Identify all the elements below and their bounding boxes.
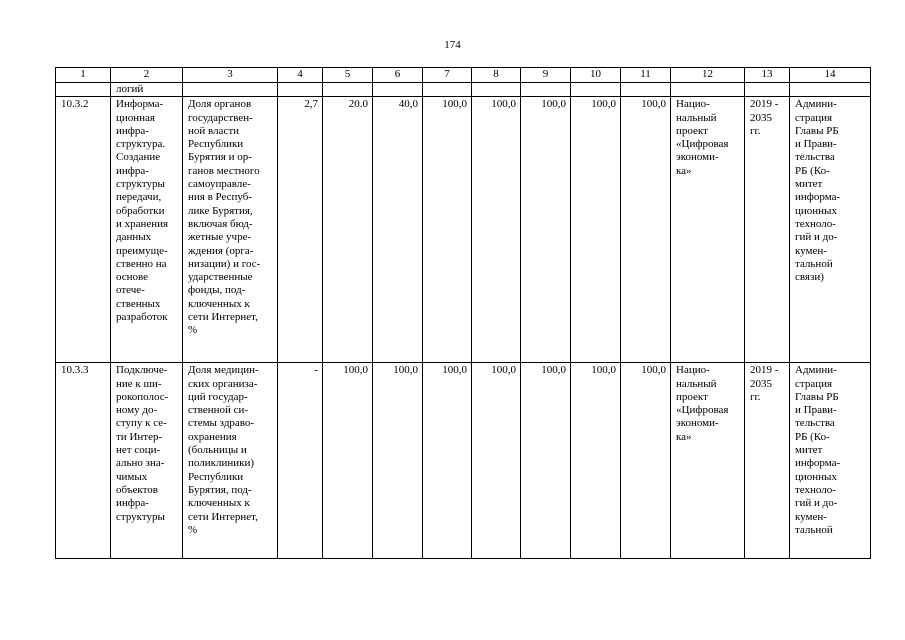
column-number: 9 bbox=[521, 68, 571, 83]
period-cell: 2019 - 2035 гг. bbox=[745, 363, 790, 559]
indicator-name: Доля медицин- ских организа- ций государ- ственной си- стемы здраво- охранения (больницы и поликлиники) Республики Бурятия, под- ключенных к сети Интернет, % bbox=[183, 363, 278, 559]
table-row bbox=[56, 97, 871, 363]
table-row bbox=[56, 363, 871, 559]
measure-name: Подключе- ние к ши- рокополос- ному до- ступу к се- ти Интер- нет соци- ально зна- чимых объектов инфра- структуры bbox=[111, 363, 183, 559]
table-cell bbox=[521, 83, 571, 97]
table-cell bbox=[323, 83, 373, 97]
indicators-table bbox=[55, 67, 871, 559]
value-cell: 100,0 bbox=[621, 363, 671, 559]
table-cell bbox=[745, 83, 790, 97]
table-cell bbox=[671, 83, 745, 97]
column-number: 8 bbox=[472, 68, 521, 83]
measure-name: Информа- ционная инфра- структура. Создание инфра- структуры передачи, обработки и хранения данных преимуще- ственно на основе отече- ственных разработок bbox=[111, 97, 183, 363]
period-cell: 2019 - 2035 гг. bbox=[745, 97, 790, 363]
indicator-name: Доля органов государствен- ной власти Республики Бурятия и ор- ганов местного самоуправле- ния в Респуб- лике Бурятия, включая бюд- жетные учре- ждения (орга- низации) и гос- ударственные фонды, под- ключенных к сети Интернет, % bbox=[183, 97, 278, 363]
value-cell: 100,0 bbox=[521, 97, 571, 363]
table-cell bbox=[472, 83, 521, 97]
value-cell: 20.0 bbox=[323, 97, 373, 363]
value-cell: 100,0 bbox=[472, 97, 521, 363]
table-cell bbox=[373, 83, 423, 97]
value-cell: 40,0 bbox=[373, 97, 423, 363]
table-cell bbox=[183, 83, 278, 97]
value-cell: 100,0 bbox=[472, 363, 521, 559]
column-number: 11 bbox=[621, 68, 671, 83]
column-number: 1 bbox=[56, 68, 111, 83]
table-cell bbox=[571, 83, 621, 97]
project-cell: Нацио- нальный проект «Цифровая экономи- ка» bbox=[671, 363, 745, 559]
table-cell bbox=[423, 83, 472, 97]
value-cell: 100,0 bbox=[571, 363, 621, 559]
value-cell: - bbox=[278, 363, 323, 559]
table-cell bbox=[790, 83, 871, 97]
column-number: 12 bbox=[671, 68, 745, 83]
row-code: 10.3.2 bbox=[56, 97, 111, 363]
column-number: 10 bbox=[571, 68, 621, 83]
column-number: 13 bbox=[745, 68, 790, 83]
executor-cell: Админи- страция Главы РБ и Прави- тельства РБ (Ко- митет информа- ционных техноло- гий и до- кумен- тальной связи) bbox=[790, 97, 871, 363]
table-cell bbox=[621, 83, 671, 97]
continuation-row bbox=[56, 83, 871, 97]
table-cell bbox=[278, 83, 323, 97]
continued-text-cell: логий bbox=[111, 83, 183, 97]
value-cell: 2,7 bbox=[278, 97, 323, 363]
column-number: 3 bbox=[183, 68, 278, 83]
value-cell: 100,0 bbox=[323, 363, 373, 559]
column-number: 5 bbox=[323, 68, 373, 83]
column-number: 2 bbox=[111, 68, 183, 83]
row-code: 10.3.3 bbox=[56, 363, 111, 559]
value-cell: 100,0 bbox=[423, 97, 472, 363]
column-number-row bbox=[56, 68, 871, 83]
column-number: 7 bbox=[423, 68, 472, 83]
value-cell: 100,0 bbox=[621, 97, 671, 363]
column-number: 4 bbox=[278, 68, 323, 83]
value-cell: 100,0 bbox=[423, 363, 472, 559]
column-number: 6 bbox=[373, 68, 423, 83]
page-number: 174 bbox=[444, 39, 461, 51]
column-number: 14 bbox=[790, 68, 871, 83]
value-cell: 100,0 bbox=[521, 363, 571, 559]
executor-cell: Админи- страция Главы РБ и Прави- тельства РБ (Ко- митет информа- ционных техноло- гий и до- кумен- тальной bbox=[790, 363, 871, 559]
value-cell: 100,0 bbox=[373, 363, 423, 559]
value-cell: 100,0 bbox=[571, 97, 621, 363]
project-cell: Нацио- нальный проект «Цифровая экономи- ка» bbox=[671, 97, 745, 363]
table-cell bbox=[56, 83, 111, 97]
